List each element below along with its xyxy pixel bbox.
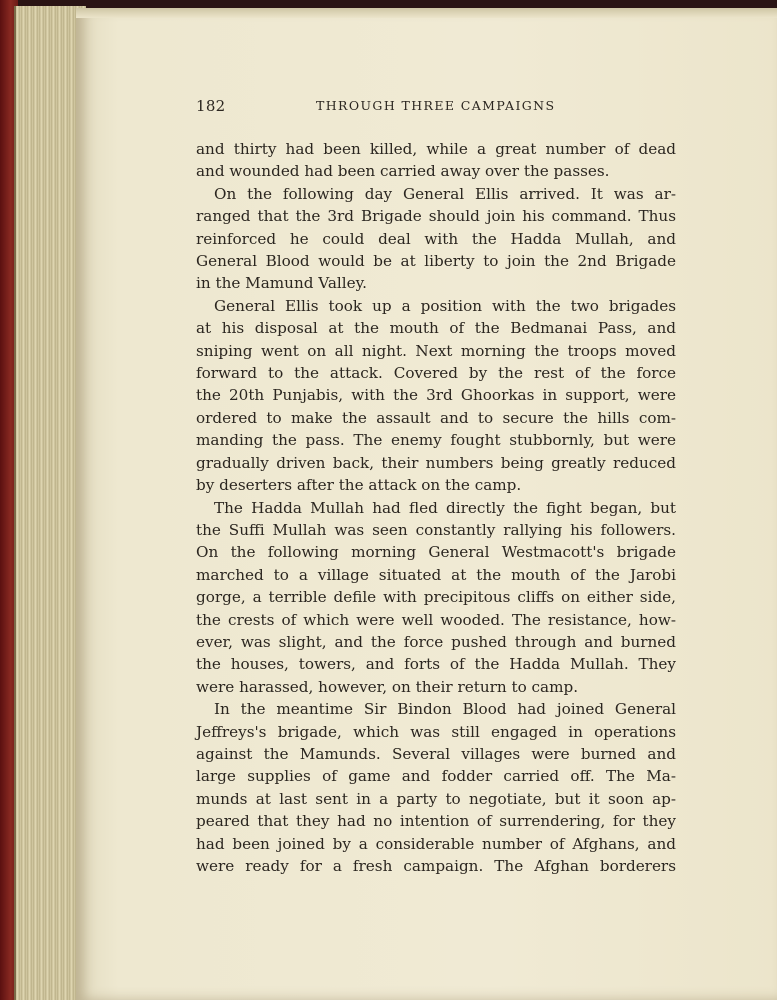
text-line: ordered to make the assault and to secure the hills com-: [196, 408, 676, 427]
text-line: at his disposal at the mouth of the Bedmanai Pass, and: [196, 319, 676, 338]
text-line: ever, was slight, and the force pushed through and burned: [196, 632, 676, 651]
text-line: in the Mamund Valley.: [196, 274, 368, 293]
text-line: In the meantime Sir Bindon Blood had joined General: [214, 700, 676, 719]
page-number: 182: [196, 97, 226, 115]
text-line: by deserters after the attack on the camp.: [196, 476, 522, 495]
text-line: marched to a village situated at the mouth of the Jarobi: [196, 565, 676, 584]
text-line: large supplies of game and fodder carried off. The Ma-: [196, 767, 676, 786]
text-line: gorge, a terrible defile with precipitous cliffs on either side,: [196, 588, 676, 607]
text-line: munds at last sent in a party to negotiate, but it soon ap-: [196, 789, 676, 808]
text-line: Jeffreys's brigade, which was still engaged in operations: [196, 722, 676, 741]
text-line: General Ellis took up a position with the two brigades: [214, 296, 676, 315]
running-head: THROUGH THREE CAMPAIGNS: [316, 98, 556, 113]
text-line: and thirty had been killed, while a great number of dead: [196, 140, 676, 158]
text-line: the crests of which were well wooded. The resistance, how-: [196, 610, 676, 629]
text-line: On the following morning General Westmacott's brigade: [196, 543, 676, 562]
text-line: The Hadda Mullah had fled directly the fight began, but: [214, 498, 676, 517]
book-page: [76, 8, 777, 1000]
text-line: against the Mamunds. Several villages were burned and: [196, 744, 676, 763]
text-line: the houses, towers, and forts of the Hadda Mullah. They: [196, 655, 676, 674]
text-line: and wounded had been carried away over the passes.: [196, 162, 610, 181]
text-line: peared that they had no intention of surrendering, for they: [196, 812, 676, 831]
text-line: On the following day General Ellis arrived. It was ar-: [214, 184, 676, 203]
text-line: had been joined by a considerable number of Afghans, and: [196, 834, 676, 853]
text-line: manding the pass. The enemy fought stubbornly, but were: [196, 431, 676, 450]
text-line: the Suffi Mullah was seen constantly rallying his followers.: [196, 520, 676, 539]
text-line: were ready for a fresh campaign. The Afghan borderers: [196, 857, 676, 875]
text-line: gradually driven back, their numbers being greatly reduced: [196, 453, 676, 472]
text-line: sniping went on all night. Next morning the troops moved: [196, 341, 676, 360]
text-line: the 20th Punjabis, with the 3rd Ghoorkas in support, were: [196, 386, 676, 405]
text-line: ranged that the 3rd Brigade should join his command. Thus: [196, 207, 676, 226]
text-line: forward to the attack. Covered by the rest of the force: [196, 364, 676, 383]
body-text: [196, 138, 676, 877]
page-top-band: [76, 8, 777, 18]
text-line: were harassed, however, on their return to camp.: [196, 677, 579, 696]
text-line: General Blood would be at liberty to join the 2nd Brigade: [196, 252, 676, 271]
text-line: reinforced he could deal with the Hadda Mullah, and: [196, 229, 676, 248]
